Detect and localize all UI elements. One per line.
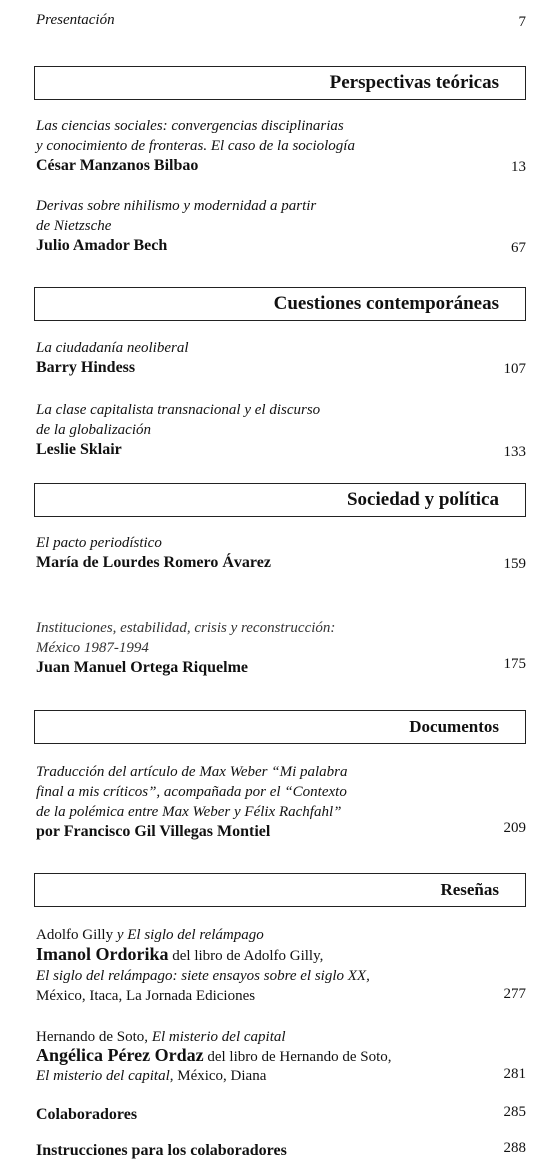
instrucciones-link[interactable]: Instrucciones para los colaboradores (36, 1142, 287, 1159)
toc-entry-title[interactable]: La ciudadanía neoliberal (36, 340, 189, 356)
section-title: Sociedad y política (346, 489, 499, 510)
toc-entry-title[interactable]: Las ciencias sociales: convergencias disciplinarias (36, 118, 344, 134)
section-title: Perspectivas teóricas (329, 72, 499, 93)
toc-entry-page: 209 (503, 820, 526, 836)
toc-entry-author: Juan Manuel Ortega Riquelme (36, 659, 248, 676)
toc-entry-page: 288 (503, 1140, 526, 1156)
section-title: Cuestiones contemporáneas (273, 293, 499, 314)
section-header-documentos (34, 710, 526, 744)
toc-entry-author: por Francisco Gil Villegas Montiel (36, 823, 271, 840)
review-book-line[interactable]: Hernando de Soto, El misterio del capital (36, 1029, 286, 1045)
toc-entry-title[interactable]: Traducción del artículo de Max Weber “Mi palabra (36, 764, 348, 780)
presentacion-page: 7 (518, 14, 526, 30)
toc-entry-page: 13 (511, 159, 526, 175)
toc-entry-page: 107 (503, 361, 526, 377)
toc-entry-page: 277 (503, 986, 526, 1002)
toc-entry-page: 285 (503, 1104, 526, 1120)
toc-entry-page: 175 (503, 656, 526, 672)
section-header-sociedad (34, 483, 526, 517)
section-header-perspectivas (34, 66, 526, 100)
review-detail-line: El siglo del relámpago: siete ensayos sobre el siglo XX, (36, 968, 370, 984)
toc-entry-author: Leslie Sklair (36, 441, 122, 458)
review-reviewer: Angélica Pérez Ordaz (36, 1045, 204, 1065)
toc-entry-title[interactable]: La clase capitalista transnacional y el discurso (36, 402, 321, 418)
toc-entry-page: 159 (503, 556, 526, 572)
toc-entry-author: Barry Hindess (36, 359, 136, 376)
section-title: Reseñas (440, 880, 499, 899)
toc-entry-page: 281 (503, 1066, 526, 1082)
toc-entry-title[interactable]: de la globalización (36, 422, 151, 438)
toc-entry-author: María de Lourdes Romero Ávarez (36, 554, 271, 571)
toc-entry-title[interactable]: Derivas sobre nihilismo y modernidad a partir (36, 198, 317, 214)
toc-entry-page: 133 (503, 444, 526, 460)
review-book-line[interactable]: Adolfo Gilly y El siglo del relámpago (36, 927, 264, 943)
review-detail-line: México, Itaca, La Jornada Ediciones (36, 988, 256, 1004)
toc-entry-title[interactable]: México 1987-1994 (36, 640, 149, 656)
toc-entry-title[interactable]: y conocimiento de fronteras. El caso de la sociología (36, 138, 355, 154)
section-header-resenas (34, 873, 526, 907)
review-reviewer-line: Angélica Pérez Ordaz del libro de Hernando de Soto, (36, 1045, 392, 1065)
toc-entry-author: Julio Amador Bech (36, 237, 168, 254)
toc-entry-title[interactable]: de Nietzsche (36, 218, 112, 234)
presentacion-title[interactable]: Presentación (36, 12, 115, 28)
section-header-cuestiones (34, 287, 526, 321)
toc-entry-title[interactable]: El pacto periodístico (36, 535, 162, 551)
review-reviewer: Imanol Ordorika (36, 944, 169, 964)
toc-entry-title[interactable]: final a mis críticos”, acompañada por el “Contexto (36, 784, 347, 800)
review-detail-line: El misterio del capital, México, Diana (36, 1068, 267, 1084)
toc-entry-author: César Manzanos Bilbao (36, 157, 199, 174)
section-title: Documentos (409, 717, 499, 736)
review-reviewer-line: Imanol Ordorika del libro de Adolfo Gilly, (36, 944, 324, 964)
toc-entry-title[interactable]: de la polémica entre Max Weber y Félix Rachfahl” (36, 804, 342, 820)
toc-entry-title[interactable]: Instituciones, estabilidad, crisis y reconstrucción: (36, 620, 336, 636)
colaboradores-link[interactable]: Colaboradores (36, 1106, 138, 1123)
toc-entry-page: 67 (511, 240, 526, 256)
